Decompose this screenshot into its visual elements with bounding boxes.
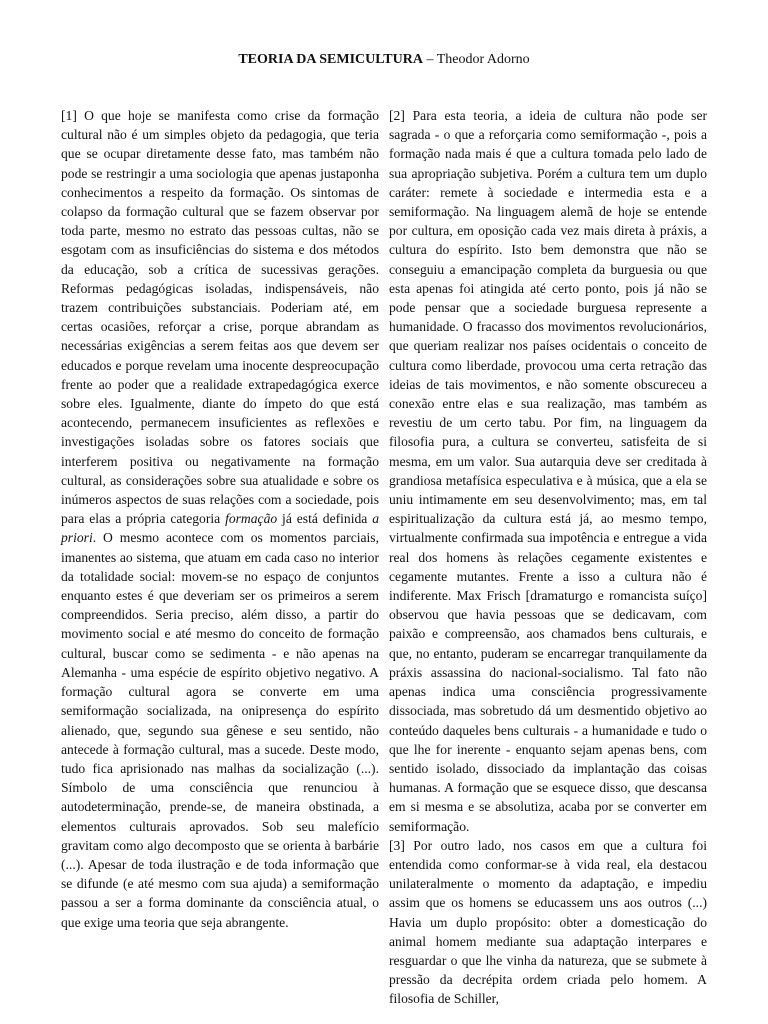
right-column	[389, 106, 707, 1009]
left-column	[61, 106, 379, 932]
paragraph-3: [3] Por outro lado, nos casos em que a cultura foi entendida como conformar-se à vida real, ela destacou unilateralmente o momento da adaptação, e impediu assim que os homens se educassem uns aos outros (...) Havia um duplo propósito: obter a domesticação do animal homem mediante sua adaptação interpares e resguardar o que lhe vinha da natureza, que se submete à pressão da decrépita ordem criada pelo homem. A filosofia de Schiller,	[389, 837, 707, 1007]
paragraph-1-emphasis-a-priori: a priori	[61, 511, 379, 546]
paragraph-1-emphasis-formacao: formação	[225, 511, 278, 527]
title-separator: –	[422, 52, 437, 67]
document-title: TEORIA DA SEMICULTURA	[238, 52, 423, 67]
paragraph-1-text-a: [1] O que hoje se manifesta como crise da formação cultural não é um simples objeto da pedagogia, que teria que se ocupar diretamente desse fato, mas também não pode se restringir a uma sociologia que apenas justaponha conhecimentos a respeito da formação. Os sintomas de colapso da formação cultural que se fazem observar por toda parte, mesmo no estrato das pessoas cultas, não se esgotam com as insuficiências do sistema e dos métodos da educação, sob a crítica de sucessivas gerações. Reformas pedagógicas isoladas, indispensáveis, não trazem contribuições substanciais. Poderiam até, em certas ocasiões, reforçar a crise, porque abrandam as necessárias exigências a serem feitas aos que devem ser educados e porque revelam uma inocente despreocupação frente ao poder que a realidade extrapedagógica exerce sobre eles. Igualmente, diante do ímpeto do que está acontecendo, permanecem insuficientes as reflexões e investigações isoladas sobre os fatores sociais que interferem positiva ou negativamente na formação cultural, as considerações sobre sua atualidade e sobre os inúmeros aspectos de suas relações com a sociedade, pois para elas a própria categoria	[61, 108, 379, 527]
document-author: Theodor Adorno	[436, 52, 530, 67]
paragraph-1-text-b: já está definida	[277, 511, 373, 527]
paragraph-1-text-c: . O mesmo acontece com os momentos parciais, imanentes ao sistema, que atuam em cada caso no interior da totalidade social: movem-se no espaço de conjuntos enquanto estes é que deveriam ser os primeiros a serem compreendidos. Seria preciso, além disso, a partir do movimento social e até mesmo do conceito de formação cultural, buscar como se sedimenta - e não apenas na Alemanha - uma espécie de espírito objetivo negativo. A formação cultural agora se converte em uma semiformação socializada, na onipresença do espírito alienado, que, segundo sua gênese e seu sentido, não antecede à formação cultural, mas a sucede. Deste modo, tudo fica aprisionado nas malhas da socialização (...). Símbolo de uma consciência que renunciou à autodeterminação, prende-se, de maneira obstinada, a elementos culturais aprovados. Sob seu malefício gravitam como algo decomposto que se orienta à barbárie (...). Apesar de toda ilustração e de toda informação que se difunde (e até mesmo com sua ajuda) a semiformação passou a ser a forma dominante da consciência atual, o que exige uma teoria que seja abrangente.	[61, 530, 379, 930]
page-title	[0, 50, 768, 70]
paragraph-2: [2] Para esta teoria, a ideia de cultura não pode ser sagrada - o que a reforçaria como semiformação -, pois a formação nada mais é que a cultura tomada pelo lado de sua apropriação subjetiva. Porém a cultura tem um duplo caráter: remete à sociedade e intermedia esta e a semiformação. Na linguagem alemã de hoje se entende por cultura, em oposição cada vez mais direta à práxis, a cultura do espírito. Isto bem demonstra que não se conseguiu a emancipação completa da burguesia ou que esta apenas foi atingida até certo ponto, pois já não se pode pensar que a sociedade burguesa represente a humanidade. O fracasso dos movimentos revolucionários, que queriam realizar nos países ocidentais o conceito de cultura como liberdade, provocou uma certa retração das ideias de tais movimentos, e não somente obscureceu a conexão entre elas e sua realização, mas também as revestiu de um certo tabu. Por fim, na linguagem da filosofia pura, a cultura se converteu, satisfeita de si mesma, em um valor. Sua autarquia deve ser creditada à grandiosa metafísica especulativa e à música, que a ela se uniu intimamente em seu desenvolvimento; mas, em tal espiritualização da cultura está já, ao mesmo tempo, virtualmente confirmada sua impotência e entregue a vida real dos homens às relações cegamente existentes e cegamente mutantes. Frente a isso a cultura não é indiferente. Max Frisch [dramaturgo e romancista suíço] observou que havia pessoas que se dedicavam, com paixão e compreensão, aos chamados bens culturais, e que, no entanto, puderam se encarregar tranquilamente da práxis assassina do nacional-socialismo. Tal fato não apenas indica uma consciência progressivamente dissociada, mas sobretudo dá um desmentido objetivo ao conteúdo daqueles bens culturais - a humanidade e tudo o que lhe for inerente - enquanto sejam apenas bens, com sentido isolado, dissociado da implantação das coisas humanas. A formação que se esquece disso, que descansa em si mesma e se absolutiza, acaba por se converter em semiformação.	[389, 108, 707, 834]
paragraph-1	[61, 106, 379, 932]
